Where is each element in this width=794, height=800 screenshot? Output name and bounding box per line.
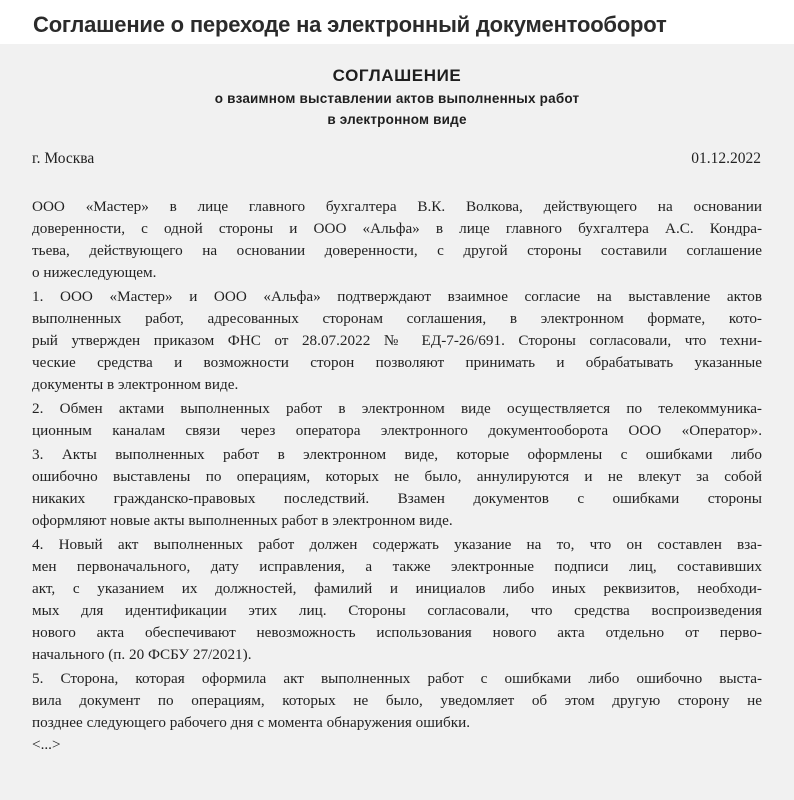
document-subtitle-line-1: о взаимном выставлении актов выполненных работ xyxy=(214,91,580,106)
text-line: ционным каналам связи через оператора электронного документооборота ООО «Оператор». xyxy=(32,422,762,439)
text-line: ошибочно выставлены по операциям, которых не было, аннулируются и не влекут за собой xyxy=(32,468,762,485)
text-line: мен первоначального, дату исправления, а также электронные подписи лиц, составивших xyxy=(32,558,762,575)
text-line: 3. Акты выполненных работ в электронном виде, которые оформлены с ошибками либо xyxy=(32,446,762,463)
text-line: рый утвержден приказом ФНС от 28.07.2022 № ЕД-7-26/691. Стороны согласовали, что техни- xyxy=(32,332,762,349)
document-title: СОГЛАШЕНИЕ xyxy=(332,66,462,85)
document-subtitle-line-2: в электронном виде xyxy=(327,112,467,127)
document-date: 01.12.2022 xyxy=(691,150,761,167)
text-ellipsis: <...> xyxy=(32,736,61,753)
text-line: выполненных работ, адресованных сторонам соглашения, в электронном формате, кото- xyxy=(32,310,762,327)
text-line: документы в электронном виде. xyxy=(32,376,239,393)
text-line: доверенности, с одной стороны и ООО «Альфа» в лице главного бухгалтера А.С. Кондра- xyxy=(32,220,762,237)
text-line: нового акта обеспечивают невозможность использования нового акта отдельно от перво- xyxy=(32,624,762,641)
text-line: никаких гражданско-правовых последствий. Взамен документов с ошибками стороны xyxy=(32,490,762,507)
text-line: позднее следующего рабочего дня с момента обнаружения ошибки. xyxy=(32,714,471,731)
text-line: начального (п. 20 ФСБУ 27/2021). xyxy=(32,646,252,663)
document-place: г. Москва xyxy=(32,150,95,167)
text-line: 1. ООО «Мастер» и ООО «Альфа» подтверждают взаимное согласие на выставление актов xyxy=(32,288,762,305)
text-line: 5. Сторона, которая оформила акт выполненных работ с ошибками либо ошибочно выста- xyxy=(32,670,762,687)
text-line: 2. Обмен актами выполненных работ в электронном виде осуществляется по телекоммуника- xyxy=(32,400,762,417)
page-header xyxy=(0,0,794,44)
text-line: 4. Новый акт выполненных работ должен содержать указание на то, что он составлен вза- xyxy=(32,536,762,553)
text-line: акт, с указанием их должностей, фамилий и инициалов либо иных реквизитов, необходи- xyxy=(32,580,762,597)
agreement-document xyxy=(0,44,794,800)
text-line: ческие средства и возможности сторон позволяют принимать и обрабатывать указанные xyxy=(32,354,762,371)
text-line: о нижеследующем. xyxy=(32,264,157,281)
page-title: Соглашение о переходе на электронный документооборот xyxy=(33,12,667,37)
text-line: тьева, действующего на основании доверенности, с другой стороны составили соглашение xyxy=(32,242,762,259)
text-line: вила документ по операциям, которых не было, уведомляет об этом другую сторону не xyxy=(32,692,762,709)
text-line: ООО «Мастер» в лице главного бухгалтера В.К. Волкова, действующего на основании xyxy=(32,198,762,215)
text-line: мых для идентификации этих лиц. Стороны согласовали, что средства воспроизведения xyxy=(32,602,762,619)
text-line: оформляют новые акты выполненных работ в электронном виде. xyxy=(32,512,453,529)
